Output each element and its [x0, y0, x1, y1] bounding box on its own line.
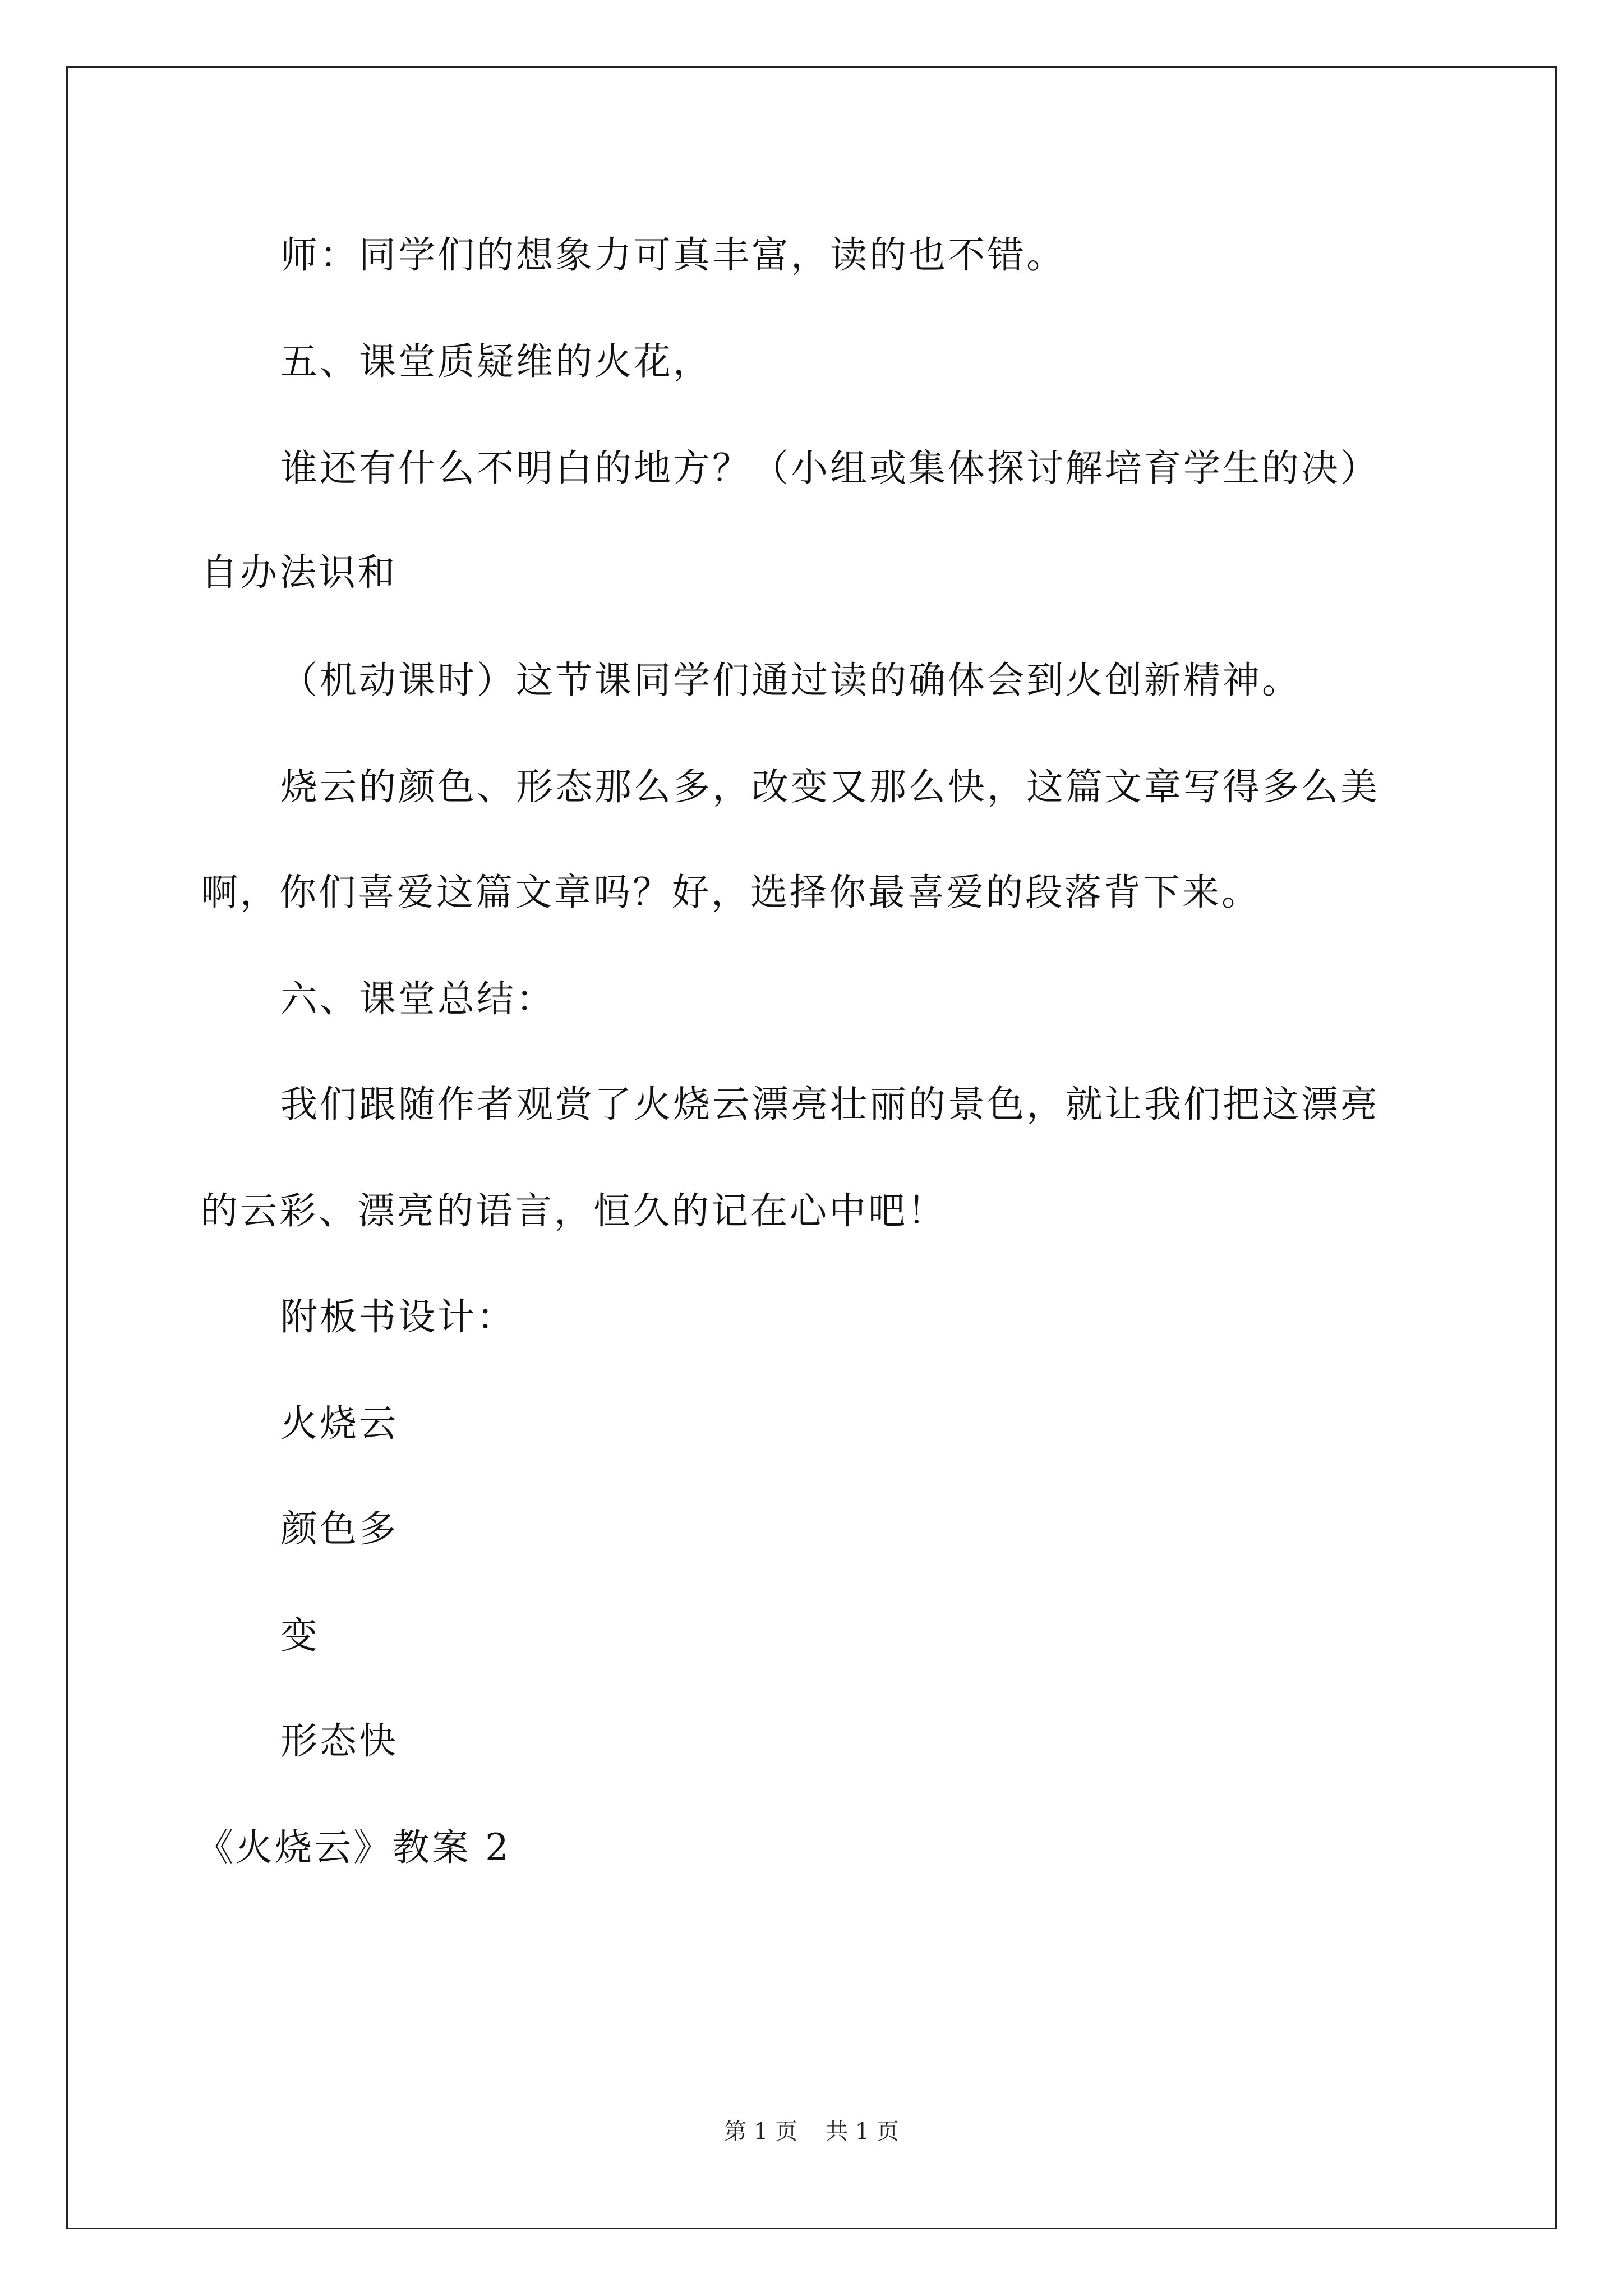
paragraph-summary-continued: 的云彩、漂亮的语言，恒久的记在心中吧！ [201, 1189, 947, 1232]
paragraph-section-five: 五、课堂质疑维的火花， [280, 340, 712, 383]
paragraph-cloud-colors-continued: 啊，你们喜爱这篇文章吗？好，选择你最喜爱的段落背下来。 [201, 871, 1261, 914]
lesson-plan-heading: 《火烧云》教案 2 [196, 1826, 511, 1869]
page-border [66, 66, 1557, 2229]
paragraph-blackboard-design: 附板书设计： [280, 1295, 516, 1338]
paragraph-class-hour: （机动课时）这节课同学们通过读的确体会到火创新精神。 [280, 659, 1301, 702]
blackboard-item-colors: 颜色多 [280, 1507, 398, 1550]
paragraph-cloud-colors: 烧云的颜色、形态那么多，改变又那么快，这篇文章写得多么美 [280, 765, 1380, 808]
page-number-current: 第 1 页 [724, 2119, 797, 2145]
page-footer [0, 2115, 1623, 2148]
paragraph-summary: 我们跟随作者观赏了火烧云漂亮壮丽的景色，就让我们把这漂亮 [280, 1083, 1380, 1126]
paragraph-teacher-remark: 师：同学们的想象力可真丰富，读的也不错。 [280, 233, 1066, 277]
paragraph-question-continued: 自办法识和 [201, 551, 397, 594]
blackboard-item-change: 变 [280, 1614, 320, 1657]
page-number-total: 共 1 页 [826, 2119, 899, 2145]
blackboard-item-shapes: 形态快 [280, 1719, 398, 1763]
blackboard-item-title: 火烧云 [280, 1402, 398, 1445]
paragraph-section-six: 六、课堂总结： [280, 977, 555, 1020]
paragraph-question: 谁还有什么不明白的地方？（小组或集体探讨解培育学生的决） [280, 447, 1380, 490]
